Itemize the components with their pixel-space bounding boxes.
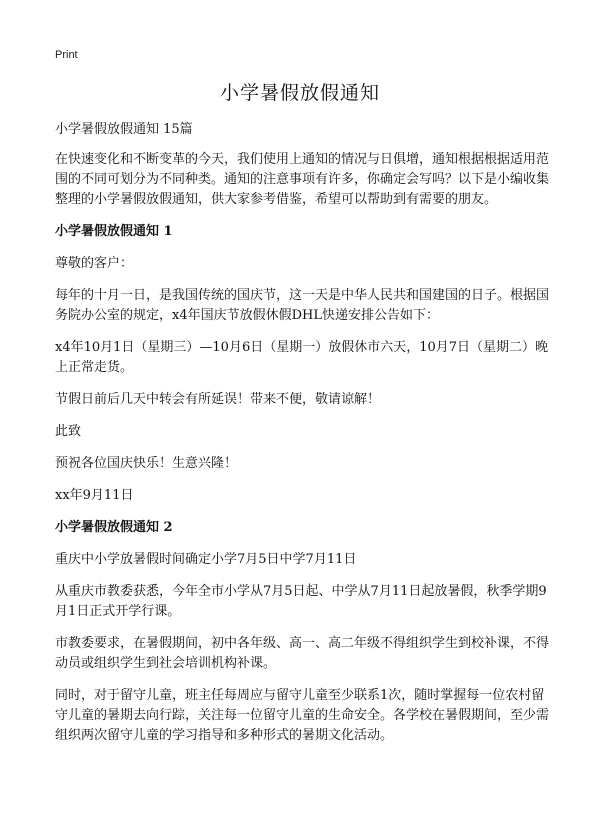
closing: 此致 xyxy=(55,424,82,439)
greeting: 尊敬的客户： xyxy=(55,256,134,271)
paragraph: x4年10月1日（星期三）—10月6日（星期一）放假休市六天，10月7日（星期二）晚上正常走货。 xyxy=(55,340,549,375)
page-title: 小学暑假放假通知 xyxy=(219,82,380,104)
intro-paragraph: 在快速变化和不断变革的今天，我们使用上通知的情况与日俱增，通知根据根据适用范围的不同可划分为不同种类。通知的注意事项有许多，你确定会写吗？以下是小编收集整理的小学暑假放假通知，供大家参考借鉴，希望可以帮助到有需要的朋友。 xyxy=(55,152,550,207)
section-heading-1: 小学暑假放假通知 1 xyxy=(55,224,173,239)
wish: 预祝各位国庆快乐！生意兴隆！ xyxy=(55,456,238,471)
paragraph: 同时，对于留守儿童，班主任每周应与留守儿童至少联系1次，随时掌握每一位农村留守儿童的暑期去向行踪，关注每一位留守儿童的生命安全。各学校在暑假期间，至少需组织两次留守儿童的学习指导和多种形式的暑期文化活动。 xyxy=(55,688,550,743)
document-subtitle: 小学暑假放假通知 15篇 xyxy=(55,122,193,137)
paragraph: 重庆中小学放暑假时间确定小学7月5日中学7月11日 xyxy=(55,552,357,567)
paragraph: 从重庆市教委获悉，今年全市小学从7月5日起、中学从7月11日起放暑假，秋季学期9月1日正式开学行课。 xyxy=(55,584,547,619)
paragraph: 节假日前后几天中转会有所延误！带来不便，敬请谅解！ xyxy=(55,392,381,407)
document-body xyxy=(55,120,550,758)
print-link[interactable]: Print xyxy=(55,49,78,61)
paragraph: 市教委要求，在暑假期间，初中各年级、高一、高二年级不得组织学生到校补课，不得动员或组织学生到社会培训机构补课。 xyxy=(55,636,550,671)
section-heading-2: 小学暑假放假通知 2 xyxy=(55,520,173,535)
date: xx年9月11日 xyxy=(55,488,134,503)
paragraph: 每年的十月一日，是我国传统的国庆节，这一天是中华人民共和国建国的日子。根据国务院办公室的规定，x4年国庆节放假休假DHL快递安排公告如下： xyxy=(55,288,550,323)
